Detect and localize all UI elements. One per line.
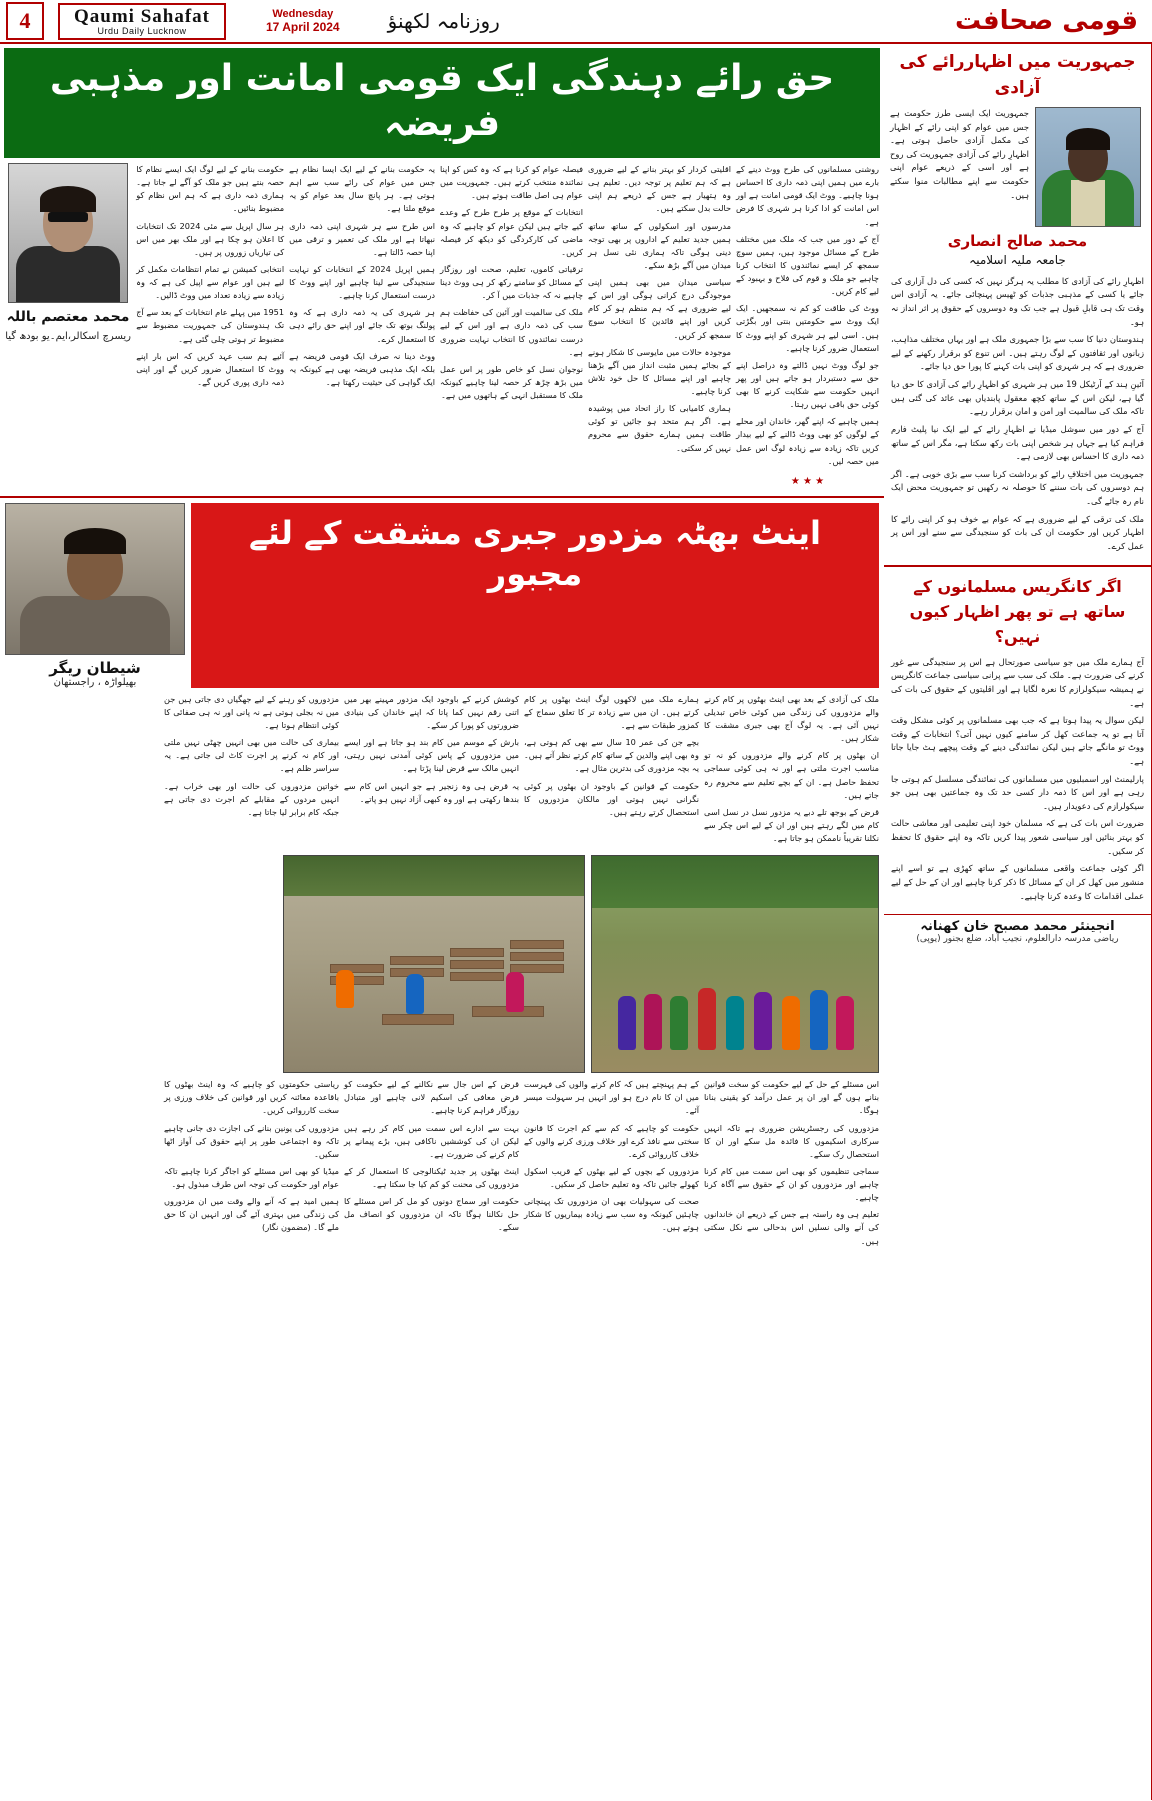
article1-paragraph: ہمیں چاہیے کہ اپنے گھر، خاندان اور محلے کے لوگوں کو بھی ووٹ ڈالنے کے لیے بیدار کریں تاکہ زیادہ سے زیادہ لوگ اس عمل میں حصہ لیں۔ xyxy=(736,416,879,466)
article1-paragraph: ہر سال اپریل سے مئی 2024 تک انتخابات کا اعلان ہو چکا ہے اور ملک بھر میں اس کی تیاریاں زوروں پر ہیں۔ xyxy=(136,220,285,257)
article2-paragraph: سماجی تنظیموں کو بھی اس سمت میں کام کرنا چاہیے اور مزدوروں کو ان کے حقوق سے آگاہ کرنا چاہیے۔ xyxy=(704,1165,879,1203)
article1-end-ornament: ★ ★ ★ xyxy=(790,475,825,487)
article1-paragraph: روشنی مسلمانوں کی طرح ووٹ دینے کے بارے میں ہمیں اپنی ذمہ داری کا احساس ہونا چاہیے۔ ووٹ ایک قومی امانت ہے اور اس امانت کو ادا کرنا ہر شہری کا فرض ہے۔ xyxy=(736,164,879,227)
article1-paragraph: فیصلہ عوام کو کرنا ہے کہ وہ کس کو اپنا نمائندہ منتخب کرتے ہیں۔ جمہوریت میں عوام ہی اصل طاقت ہوتے ہیں۔ xyxy=(440,164,584,201)
sidebar-paragraph: اگر کوئی جماعت واقعی مسلمانوں کے ساتھ کھڑی ہے تو اسے اپنے منشور میں کھل کر ان کے مسائل کا ذکر کرنا چاہیے اور ان کے حل کے لیے عملی اقدامات کا وعدہ کرنا چاہیے۔ xyxy=(891,863,1144,901)
article2-paragraph: بہت سے ادارے اس سمت میں کام کر رہے ہیں لیکن ان کی کوششیں ناکافی ہیں، بڑے پیمانے پر کام کرنے کی ضرورت ہے۔ xyxy=(344,1122,519,1159)
article2-author-sub: بھیلواڑہ ، راجستھان xyxy=(53,676,137,688)
article2-paragraph: ملک کی آزادی کے بعد بھی اینٹ بھٹوں پر کام کرنے والے مزدوروں کی زندگی میں کوئی خاص تبدیلی نہیں آئی ہے۔ یہ لوگ آج بھی جبری مشقت کا شکار ہیں۔ xyxy=(704,693,879,744)
article2-paragraph: ریاستی حکومتوں کو چاہیے کہ وہ اینٹ بھٹوں کا باقاعدہ معائنہ کریں اور قوانین کی خلاف ورزی پر سخت کارروائی کریں۔ xyxy=(164,1079,339,1116)
date-full: 17 April 2024 xyxy=(266,20,340,34)
article1-paragraph: جو لوگ ووٹ نہیں ڈالتے وہ دراصل اپنے حق سے دستبردار ہو جاتے ہیں اور پھر انہیں حکومت سے شکایت کرنے کا بھی کوئی حق باقی نہیں رہتا۔ xyxy=(736,359,879,410)
article1-paragraph: ہمیں اپریل 2024 کے انتخابات کو نہایت سنجیدگی سے لینا چاہیے اور اپنے ووٹ کا درست استعمال کرنا چاہیے۔ xyxy=(289,263,436,301)
article1-paragraph: ترقیاتی کاموں، تعلیم، صحت اور روزگار کے مسائل کو سامنے رکھ کر ہی ووٹ دینا چاہیے نہ کہ جذبات میں آ کر۔ xyxy=(440,263,584,301)
article2-paragraph: ان بھٹوں پر کام کرنے والے مزدوروں کو نہ تو مناسب اجرت ملتی ہے اور نہ ہی کوئی سماجی تحفظ حاصل ہے۔ ان کے بچے تعلیم سے محروم رہ جاتے ہیں۔ xyxy=(704,750,879,800)
sidebar-paragraph: جمہوریت ایک ایسی طرز حکومت ہے جس میں عوام کو اپنی رائے کے اظہار کی مکمل آزادی حاصل ہوتی ہے۔ اظہارِ رائے کی آزادی جمہوریت کی روح ہے اور اسی کے ذریعے عوام اپنی حکومت سے اپنے مطالبات منوا سکتے ہیں۔ xyxy=(890,108,1029,200)
sidebar-headline: جمہوریت میں اظہاررائے کی آزادی xyxy=(884,44,1151,105)
article2-paragraph: مزدوروں کے بچوں کے لیے بھٹوں کے قریب اسکول کھولے جائیں تاکہ وہ تعلیم حاصل کر سکیں۔ xyxy=(524,1165,699,1189)
article2-paragraph: بچے جن کی عمر 10 سال سے بھی کم ہوتی ہے، وہ بھی اپنے والدین کے ساتھ کام کرتے نظر آتے ہیں۔ یہ بچہ مزدوری کی بدترین مثال ہے۔ xyxy=(524,737,699,774)
article2-byline xyxy=(5,659,185,688)
photo-brick-kiln xyxy=(283,855,585,1073)
article2-author-block xyxy=(5,503,185,688)
page-body xyxy=(0,44,1152,1800)
article2-column-1 xyxy=(704,693,879,849)
article2-header-row xyxy=(0,503,884,688)
article1-paragraph: 1951 میں پہلے عام انتخابات کے بعد سے آج تک ہندوستان کی جمہوریت مضبوط سے مضبوط تر ہوتی چلی گئی ہے۔ xyxy=(136,307,285,344)
sidebar-photo-caption xyxy=(884,229,1151,273)
article2-paragraph: ہمارے ملک میں لاکھوں لوگ اینٹ بھٹوں پر کام کرتے ہیں۔ ان میں سے زیادہ تر کا تعلق سماج کے کمزور طبقات سے ہے۔ xyxy=(524,693,699,730)
roznama-urdu: روزنامہ لکھنؤ xyxy=(387,9,500,33)
article2-paragraph: حکومت اور سماج دونوں کو مل کر اس مسئلے کا حل نکالنا ہوگا تاکہ ان مزدوروں کو انصاف مل سکے۔ xyxy=(344,1196,519,1233)
article2-paragraph: کوشش کرنے کے باوجود ایک مزدور مہینے بھر میں اتنی رقم نہیں کما پاتا کہ اپنے خاندان کی بنیادی ضرورتوں کو پورا کر سکے۔ xyxy=(344,693,519,730)
article2-bottom-column-2 xyxy=(524,1078,699,1252)
article1-paragraph: آئیے ہم سب عہد کریں کہ اس بار اپنے ووٹ کا استعمال ضرور کریں گے اور اپنی ذمہ داری پوری کریں گے۔ xyxy=(136,350,285,387)
sidebar-author-photo xyxy=(1035,107,1141,227)
date-block xyxy=(266,8,340,34)
sidebar-paragraph: ہندوستان دنیا کا سب سے بڑا جمہوری ملک ہے اور یہاں مختلف مذاہب، زبانوں اور ثقافتوں کے لوگ رہتے ہیں۔ اس تنوع کو برقرار رکھنے کے لیے ضروری ہے کہ ہر شہری کو اپنی بات کہنے کا پورا حق دیا جائے۔ xyxy=(891,334,1144,372)
article1-paragraph: ووٹ کی طاقت کو کم نہ سمجھیں۔ ایک ایک ووٹ سے حکومتیں بنتی اور بگڑتی ہیں۔ اسی لیے ہر شہری کو اپنے ووٹ کا استعمال ضرور کرنا چاہیے۔ xyxy=(736,303,879,353)
article1-column-3 xyxy=(440,163,583,490)
sidebar-paragraph: پارلیمنٹ اور اسمبلیوں میں مسلمانوں کی نمائندگی مسلسل کم ہوتی جا رہی ہے اور اس کا ذمہ دار کسی حد تک وہ جماعتیں بھی ہیں جو سیکولرازم کی دعویدار ہیں۔ xyxy=(891,773,1144,811)
article2-column-2 xyxy=(524,693,699,849)
sidebar-byline-name: انجینئر محمد مصبح خان کھنانہ xyxy=(920,919,1115,935)
article2-paragraph: صحت کی سہولیات بھی ان مزدوروں تک پہنچانی چاہئیں کیونکہ وہ سب سے زیادہ بیماریوں کا شکار ہوتے ہیں۔ xyxy=(524,1196,699,1233)
article2-paragraph: اینٹ بھٹوں پر جدید ٹیکنالوجی کا استعمال کر کے مزدوروں کی محنت کو کم کیا جا سکتا ہے۔ xyxy=(344,1165,519,1189)
article2-paragraph: ہمیں امید ہے کہ آنے والے وقت میں ان مزدوروں کی زندگی میں بہتری آئے گی اور انہیں ان کا حق ملے گا۔ (مضمون نگار) xyxy=(164,1196,339,1233)
sidebar-subheadline: اگر کانگریس مسلمانوں کے ساتھ ہے تو پھر اظہار کیوں نہیں؟ xyxy=(884,565,1151,653)
sidebar-byline xyxy=(884,914,1151,946)
sidebar-paragraph: ضرورت اس بات کی ہے کہ مسلمان خود اپنی تعلیمی اور معاشی حالت کو بہتر بنائیں اور سیاسی شعور پیدا کریں تاکہ وہ اپنے حقوق کا تحفظ کر سکیں۔ xyxy=(891,818,1144,856)
article2-bottom-column-1 xyxy=(704,1078,879,1252)
article2-paragraph: مزدوروں کو رہنے کے لیے جھگیاں دی جاتی ہیں جن میں نہ بجلی ہوتی ہے نہ پانی اور نہ ہی صفائی کا کوئی انتظام ہوتا ہے۔ xyxy=(164,693,339,730)
article2-column-4 xyxy=(164,693,339,849)
article2-paragraph: قرض کے اس جال سے نکالنے کے لیے حکومت کو قرض معافی کی اسکیم لانی چاہیے اور متبادل روزگار فراہم کرنا چاہیے۔ xyxy=(344,1079,519,1116)
article1-column-5 xyxy=(136,163,284,490)
article2-paragraph: بیماری کی حالت میں بھی انہیں چھٹی نہیں ملتی اور کام نہ کرنے پر اجرت کاٹ لی جاتی ہے۔ یہ سراسر ظلم ہے۔ xyxy=(164,737,339,774)
article1-author-name: محمد معتصم باللہ xyxy=(6,309,130,325)
article1-paragraph: ہر شہری کی یہ ذمہ داری ہے کہ وہ پولنگ بوتھ تک جائے اور اپنے حق رائے دہی کا استعمال کرے۔ xyxy=(289,307,436,344)
article2 xyxy=(0,496,884,1258)
sidebar-byline-sub: ریاضی مدرسہ دارالعلوم، نجیب آباد، ضلع بجنور (یوپی) xyxy=(916,934,1119,945)
sidebar-paragraph: ملک کی ترقی کے لیے ضروری ہے کہ عوام بے خوف ہو کر اپنی رائے کا اظہار کریں اور حکومت ان کی بات کو سنجیدگی سے سنے اور اس پر عمل کرے۔ xyxy=(891,513,1144,551)
article2-paragraph: اس مسئلے کے حل کے لیے حکومت کو سخت قوانین بنانے ہوں گے اور ان پر عمل درآمد کو یقینی بنانا ہوگا۔ xyxy=(704,1079,879,1116)
logo-subtitle: Urdu Daily Lucknow xyxy=(97,25,187,36)
sidebar-paragraph: اظہارِ رائے کی آزادی کا مطلب یہ ہرگز نہیں کہ کسی کی دل آزاری کی جائے یا کسی کے مذہبی جذبات کو ٹھیس پہنچائی جائے۔ یہ آزادی اس وقت تک ہی قابلِ قبول ہے جب تک وہ دوسروں کے حقوق پر اثر انداز نہ ہو۔ xyxy=(891,275,1144,327)
masthead xyxy=(0,0,1152,44)
article1-author-sub: ریسرچ اسکالر،ایم۔یو بودھ گیا xyxy=(5,331,131,343)
article1-paragraph: یہ حکومت بنانے کے لیے ایک ایسا نظام ہے جس میں عوام کی رائے سب سے اہم ہوتی ہے۔ ہر پانچ سال بعد عوام کو یہ موقع ملتا ہے۔ xyxy=(289,164,436,214)
article2-paragraph: مزدوروں کی یونین بنانے کی اجازت دی جانی چاہیے تاکہ وہ اجتماعی طور پر اپنے حقوق کی آواز اٹھا سکیں۔ xyxy=(164,1122,339,1159)
article2-paragraph: کے ہم پہنچتے ہیں کہ کام کرنے والوں کی فہرست میں ان کا نام درج ہو اور انہیں ہر سہولت میسر آئے۔ xyxy=(524,1079,699,1116)
article1-paragraph: سیاسی میدان میں بھی ہمیں اپنی موجودگی درج کرانی ہوگی اور اس کے لیے ضروری ہے کہ ہم منظم ہو کر کام کریں اور اپنے قائدین کا انتخاب سوچ سمجھ کر کریں۔ xyxy=(588,277,732,340)
article2-paragraph: خواتین مزدوروں کی حالت اور بھی خراب ہے۔ انہیں مردوں کے مقابلے کم اجرت دی جاتی ہے جبکہ کام برابر لیا جاتا ہے۔ xyxy=(164,780,339,817)
sidebar-paragraph: آئینِ ہند کے آرٹیکل 19 میں ہر شہری کو اظہارِ رائے کی آزادی کا حق دیا گیا ہے، لیکن اس کے ساتھ کچھ معقول پابندیاں بھی عائد کی گئی ہیں تاکہ ملک کی سالمیت اور امن و امان برقرار رہے۔ xyxy=(891,379,1144,417)
logo-title: Qaumi Sahafat xyxy=(74,5,210,27)
article2-paragraph: مزدوروں کی رجسٹریشن ضروری ہے تاکہ انہیں سرکاری اسکیموں کا فائدہ مل سکے اور ان کا استحصال رک سکے۔ xyxy=(704,1122,879,1159)
article2-author-photo xyxy=(5,503,185,655)
article1-paragraph: انتخابی کمیشن نے تمام انتظامات مکمل کر لیے ہیں اور عوام سے اپیل کی ہے کہ وہ زیادہ سے زیادہ تعداد میں ووٹ ڈالیں۔ xyxy=(136,263,285,301)
article2-headline: اینٹ بھٹہ مزدور جبری مشقت کے لئے مجبور xyxy=(191,503,879,688)
article2-bottom-columns xyxy=(0,1073,884,1258)
sidebar-paragraph: جمہوریت میں اختلافِ رائے کو برداشت کرنا سب سے بڑی خوبی ہے۔ اگر ہم دوسروں کی بات سننے کا حوصلہ نہ رکھیں تو جمہوریت محض ایک نام رہ جائے گی۔ xyxy=(891,468,1144,506)
article1-paragraph: آج کے دور میں جب کہ ملک میں مختلف طرح کے مسائل موجود ہیں، ہمیں سوچ سمجھ کر ایسے نمائندوں کا انتخاب کرنا چاہیے جو ملک و قوم کی فلاح و بہبود کے لیے کام کریں۔ xyxy=(736,233,879,297)
article1-headline: حق رائے دہندگی ایک قومی امانت اور مذہبی فریضہ xyxy=(4,48,880,158)
article2-paragraph: حکومت کے قوانین کے باوجود ان بھٹوں پر کوئی نگرانی نہیں ہوتی اور مالکان مزدوروں کا استحصال کرتے رہتے ہیں۔ xyxy=(524,780,699,817)
article1-paragraph: اقلیتی کردار کو بہتر بنانے کے لیے ضروری ہے کہ ہم تعلیم پر توجہ دیں۔ تعلیم ہی وہ ہتھیار ہے جس کے ذریعے ہم اپنی حالت بدل سکتے ہیں۔ xyxy=(588,164,732,214)
article2-top-columns xyxy=(0,688,884,849)
article2-paragraph: تعلیم ہی وہ راستہ ہے جس کے ذریعے ان خاندانوں کی آنے والی نسلیں اس بدحالی سے نکل سکتی ہیں۔ xyxy=(704,1209,879,1246)
paper-name-urdu: قومی صحافت xyxy=(955,6,1138,36)
article2-author-name: شیطان ریگر xyxy=(49,658,141,677)
article2-paragraph: قرض کے بوجھ تلے دبے یہ مزدور نسل در نسل اسی کام میں لگے رہتے ہیں اور ان کے لیے اس چکر سے نکلنا تقریباً ناممکن ہو جاتا ہے۔ xyxy=(704,806,879,843)
sidebar-paragraph: لیکن سوال یہ پیدا ہوتا ہے کہ جب بھی مسلمانوں پر کوئی مشکل وقت آتا ہے تو یہ جماعت کھل کر سامنے کیوں نہیں آتی؟ انتخابات کے وقت ووٹ تو مانگے جاتے ہیں لیکن نمائندگی دینے کے وقت پیچھے ہٹ جایا جاتا ہے۔ xyxy=(891,715,1144,767)
article1-author-photo xyxy=(8,163,128,303)
article1-body xyxy=(0,158,884,490)
article2-bottom-column-4 xyxy=(164,1078,339,1252)
article1-paragraph: اس طرح سے ہر شہری اپنی ذمہ داری نبھاتا ہے اور ملک کی تعمیر و ترقی میں اپنا حصہ ڈالتا ہے۔ xyxy=(289,220,436,257)
date-day: Wednesday xyxy=(272,8,334,20)
article2-paragraph: حکومت کو چاہیے کہ کم سے کم اجرت کا قانون سختی سے نافذ کرے اور خلاف ورزی کرنے والوں کے خلاف کارروائی کرے۔ xyxy=(524,1122,699,1159)
article1-paragraph: حکومت بنانے کے لیے لوگ ایک ایسے نظام کا حصہ بنتے ہیں جو ملک کو آگے لے جاتا ہے۔ ہماری ذمہ داری ہے کہ ہم اس نظام کو مضبوط بنائیں۔ xyxy=(136,164,285,214)
page-number: 4 xyxy=(6,2,44,40)
photo-workers-group xyxy=(591,855,879,1073)
article1-paragraph: مدرسوں اور اسکولوں کے ساتھ ساتھ ہمیں جدید تعلیم کے اداروں پر بھی توجہ دینی ہوگی تاکہ ہماری نئی نسل ہر میدان میں آگے بڑھ سکے۔ xyxy=(588,220,732,270)
main-column xyxy=(0,44,884,1800)
sidebar-paragraph: آج ہمارے ملک میں جو سیاسی صورتحال ہے اس پر سنجیدگی سے غور کرنے کی ضرورت ہے۔ ملک کی سب سے پرانی سیاسی جماعت کانگریس نے ہمیشہ سیکولرازم کا نعرہ لگایا ہے اور اقلیتوں کے حقوق کی بات کی ہے۔ xyxy=(890,656,1144,708)
sidebar-column xyxy=(884,44,1152,1800)
article2-column-3 xyxy=(344,693,519,849)
article1-paragraph: نوجوان نسل کو خاص طور پر اس عمل میں بڑھ چڑھ کر حصہ لینا چاہیے کیونکہ ملک کا مستقبل انہی کے ہاتھوں میں ہے۔ xyxy=(440,363,584,400)
article2-paragraph: یہ قرض ہی وہ زنجیر ہے جو انہیں اس کام سے بندھا رکھتی ہے اور وہ کبھی آزاد نہیں ہو پاتے۔ xyxy=(344,780,519,804)
sidebar-sub-text xyxy=(884,654,1151,911)
article1-author-block xyxy=(5,163,131,490)
article1-column-2 xyxy=(588,163,731,490)
article1-paragraph: ہماری کامیابی کا راز اتحاد میں پوشیدہ ہے۔ اگر ہم متحد ہو جائیں تو کوئی طاقت ہمیں ہمارے حقوق سے محروم نہیں کر سکتی۔ xyxy=(588,403,732,453)
sidebar-intro-text xyxy=(890,107,1029,227)
article2-photo-row xyxy=(0,849,884,1073)
sidebar-author-affiliation: جامعہ ملیہ اسلامیہ xyxy=(969,253,1066,267)
sidebar-paragraph: آج کے دور میں سوشل میڈیا نے اظہارِ رائے کے لیے ایک نیا پلیٹ فارم فراہم کیا ہے جہاں ہر شخص اپنی بات رکھ سکتا ہے، مگر اس کے ساتھ ذمہ داری کا احساس بھی لازمی ہے۔ xyxy=(891,423,1144,462)
newspaper-logo xyxy=(58,3,226,40)
article1-paragraph: موجودہ حالات میں مایوسی کا شکار ہونے کے بجائے ہمیں مثبت انداز میں آگے بڑھنا چاہیے اور اپنے مسائل کا حل خود تلاش کرنا چاہیے۔ xyxy=(588,346,732,396)
article2-bottom-column-3 xyxy=(344,1078,519,1252)
article1-paragraph: انتخابات کے موقع پر طرح طرح کے وعدے کیے جاتے ہیں لیکن عوام کو چاہیے کہ وہ ماضی کی کارکردگی کو دیکھ کر فیصلہ کریں۔ xyxy=(440,207,584,257)
article1-paragraph: ملک کی سالمیت اور آئین کی حفاظت ہم سب کی ذمہ داری ہے اور اس کے لیے درست نمائندوں کا انتخاب نہایت ضروری ہے۔ xyxy=(440,307,584,357)
article2-paragraph: بارش کے موسم میں کام بند ہو جاتا ہے اور ایسے میں مزدوروں کے پاس کوئی آمدنی نہیں رہتی، انہیں مالک سے قرض لینا پڑتا ہے۔ xyxy=(344,737,519,774)
sidebar-photo-row xyxy=(884,105,1151,229)
sidebar-author-name: محمد صالح انصاری xyxy=(947,232,1088,250)
sidebar-body-text xyxy=(884,273,1151,562)
article1-column-1 xyxy=(736,163,879,490)
article1-column-4 xyxy=(289,163,435,490)
article1-paragraph: ووٹ دینا نہ صرف ایک قومی فریضہ ہے بلکہ ایک مذہبی فریضہ بھی ہے کیونکہ یہ ایک گواہی کی حیثیت رکھتا ہے۔ xyxy=(289,350,436,387)
article2-paragraph: میڈیا کو بھی اس مسئلے کو اجاگر کرنا چاہیے تاکہ عوام اور حکومت کی توجہ اس طرف مبذول ہو۔ xyxy=(164,1165,339,1189)
